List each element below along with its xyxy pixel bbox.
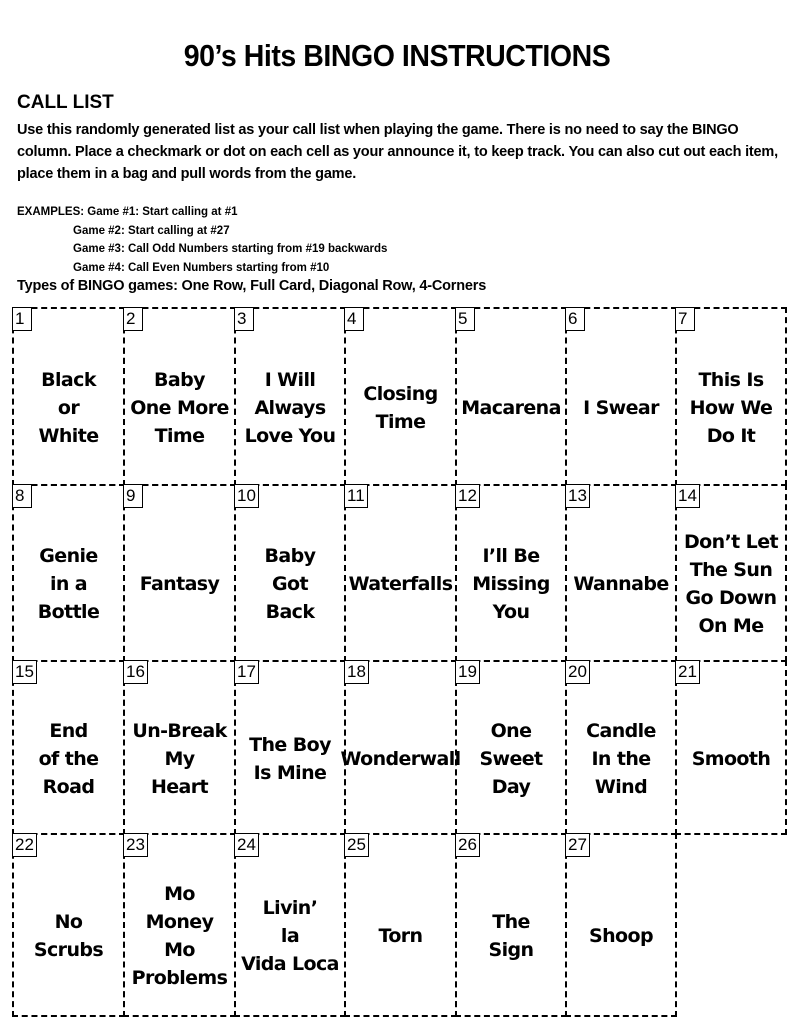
card-number: 1 — [12, 307, 32, 331]
call-card — [234, 660, 346, 835]
card-number: 2 — [123, 307, 143, 331]
song-title: Wonderwall — [340, 747, 461, 770]
example-line: EXAMPLES: Game #1: Start calling at #1 — [17, 206, 238, 218]
example-line: Game #3: Call Odd Numbers starting from #19 backwards — [73, 243, 388, 255]
card-number: 18 — [344, 660, 369, 684]
card-number: 5 — [455, 307, 475, 331]
card-number: 25 — [344, 833, 369, 857]
card-number: 4 — [344, 307, 364, 331]
example-line: Game #4: Call Even Numbers starting from #10 — [73, 261, 330, 274]
call-card — [675, 484, 787, 662]
song-title: Mo Money Mo Problems — [131, 883, 228, 989]
song-title: Don’t Let The Sun Go Down On Me — [684, 531, 778, 637]
card-number: 11 — [344, 484, 368, 508]
call-card — [455, 484, 567, 662]
song-title: Baby Got Back — [264, 545, 316, 623]
call-card — [344, 833, 457, 1017]
call-card — [455, 833, 567, 1017]
song-title: Macarena — [461, 396, 561, 419]
call-card — [344, 484, 457, 662]
card-number: 14 — [675, 484, 700, 508]
example-line: Game #2: Start calling at #27 — [73, 224, 230, 237]
game-types: Types of BINGO games: One Row, Full Card, Diagonal Row, 4-Corners — [17, 278, 487, 294]
song-title: No Scrubs — [33, 911, 104, 961]
call-card — [12, 484, 125, 662]
card-number: 6 — [565, 307, 585, 331]
card-number: 3 — [234, 307, 254, 331]
song-title: Candle In the Wind — [586, 719, 656, 798]
call-card — [675, 660, 787, 835]
card-number: 26 — [455, 833, 480, 857]
song-title: Torn — [378, 925, 423, 947]
call-card — [234, 307, 346, 486]
song-title: End of the Road — [38, 719, 99, 798]
card-number: 22 — [12, 833, 37, 857]
call-card — [565, 660, 677, 835]
song-title: One Sweet Day — [479, 719, 543, 798]
call-card — [123, 660, 236, 835]
call-card — [234, 484, 346, 662]
song-title: Shoop — [589, 925, 653, 947]
call-card — [344, 307, 457, 486]
card-number: 9 — [123, 484, 143, 508]
call-card — [565, 484, 677, 662]
song-title: I Swear — [583, 396, 659, 419]
call-card — [340, 660, 461, 835]
song-title: Fantasy — [139, 573, 220, 595]
card-number: 17 — [234, 660, 259, 684]
song-title: I Will Always Love You — [244, 368, 336, 447]
song-title: Waterfalls — [348, 573, 453, 595]
song-title: Smooth — [691, 747, 771, 770]
call-card — [565, 307, 677, 486]
call-card — [123, 833, 236, 1017]
song-title: Baby One More Time — [130, 368, 229, 447]
song-title: This Is How We Do It — [689, 368, 773, 447]
call-card — [123, 484, 236, 662]
call-card — [12, 307, 125, 486]
song-title: Un-Break My Heart — [132, 719, 227, 798]
call-card — [12, 660, 125, 835]
card-number: 24 — [234, 833, 259, 857]
card-number: 16 — [123, 660, 148, 684]
intro-paragraph: Use this randomly generated list as your call list when playing the game. There is no need to say the BINGO column. Place a checkmark or dot on each cell as your announce it, to keep track. You can also cut out each item, place them in a bag and pull words from the game. — [17, 122, 778, 182]
song-title: Wannabe — [573, 573, 669, 595]
song-title: Closing Time — [363, 382, 438, 433]
card-number: 12 — [455, 484, 480, 508]
page-title: 90’s Hits BINGO INSTRUCTIONS — [183, 38, 611, 73]
call-card — [455, 307, 567, 486]
call-card — [12, 833, 125, 1017]
call-card — [123, 307, 236, 486]
call-card — [675, 307, 787, 486]
card-number: 27 — [565, 833, 590, 857]
card-number: 23 — [123, 833, 148, 857]
card-number: 13 — [565, 484, 590, 508]
call-card — [565, 833, 677, 1017]
card-number: 10 — [234, 484, 259, 508]
card-number: 15 — [12, 660, 37, 684]
call-card — [455, 660, 567, 835]
call-list-heading: CALL LIST — [17, 92, 114, 113]
card-number: 20 — [565, 660, 590, 684]
call-card — [234, 833, 346, 1017]
card-number: 7 — [675, 307, 695, 331]
song-title: Black or White — [38, 368, 99, 447]
song-title: I’ll Be Missing You — [472, 545, 550, 623]
card-number: 19 — [455, 660, 480, 684]
song-title: Livin’ la Vida Loca — [241, 897, 339, 975]
song-title: The Sign — [488, 911, 534, 961]
song-title: Genie in a Bottle — [37, 545, 100, 623]
song-title: The Boy Is Mine — [249, 733, 331, 784]
card-number: 21 — [675, 660, 700, 684]
card-number: 8 — [12, 484, 32, 508]
